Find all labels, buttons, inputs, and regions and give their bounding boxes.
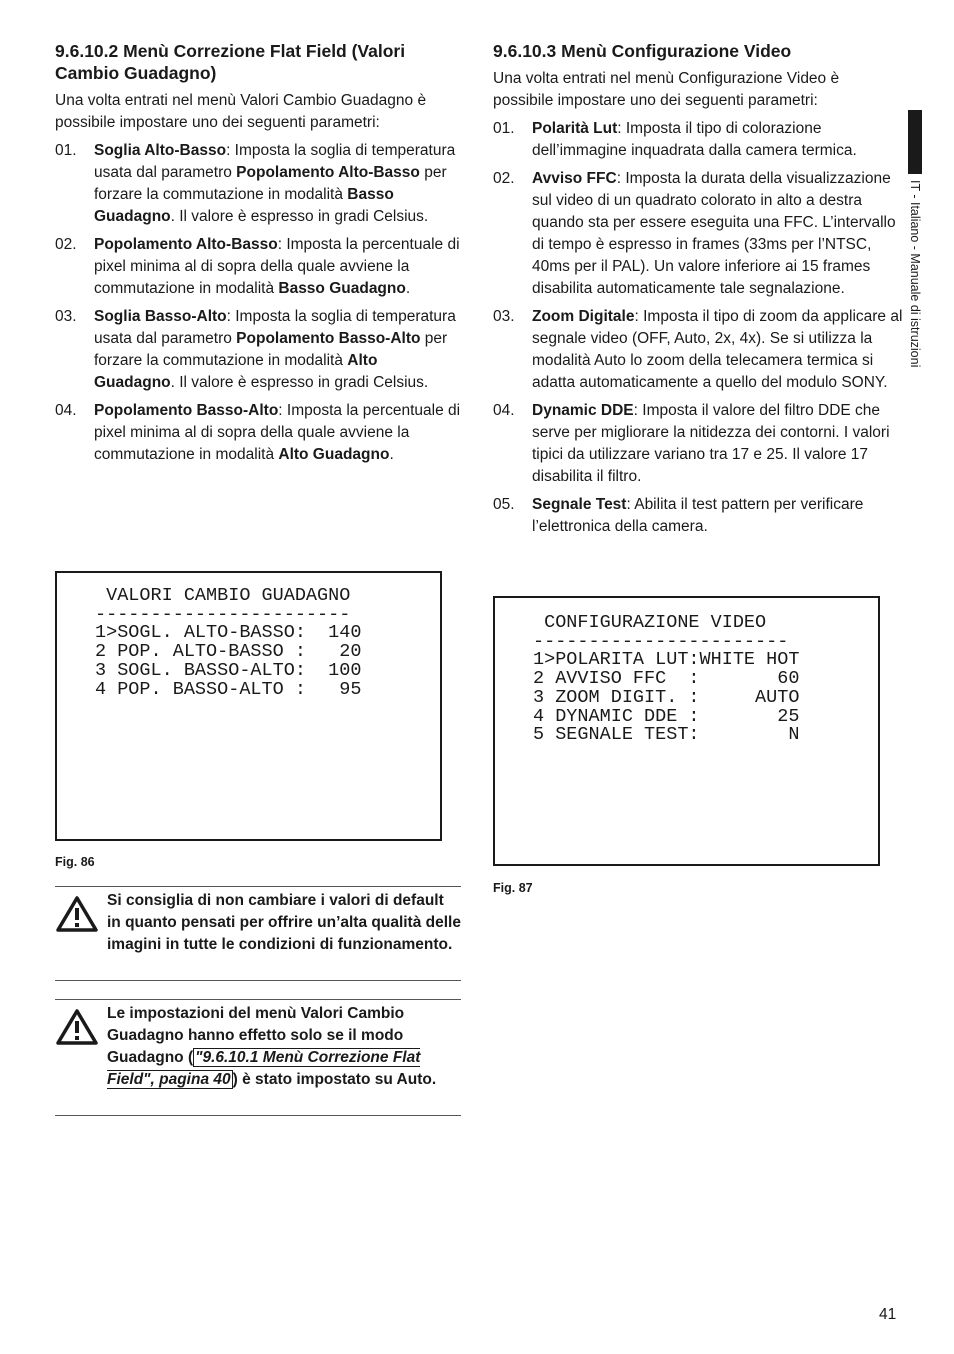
list-item (493, 494, 903, 538)
list-item-text (94, 306, 461, 394)
parameter-name: Popolamento Alto-Basso (236, 164, 420, 181)
parameter-description: : Imposta la percentuale di pixel minima al di sopra della quale avviene la commutazione in modalità (94, 236, 460, 297)
osd-screen-gain-values (55, 571, 442, 841)
parameter-description: per forzare la commutazione in modalità (94, 164, 447, 203)
list-item-text (532, 400, 903, 488)
parameter-description: per forzare la commutazione in modalità (94, 330, 448, 369)
parameter-name: Soglia Alto-Basso (94, 142, 227, 159)
parameter-name: Basso Guadagno (94, 186, 394, 225)
list-item (493, 306, 903, 394)
list-item-text (532, 306, 903, 394)
parameter-name: Alto Guadagno (94, 352, 378, 391)
parameter-description: : Imposta la durata della visualizzazione sul video di un quadrato colorato in alto a destra quando sta per essere eseguita una FFC. L’intervallo di tempo è espresso in frames (33ms per l’NTSC, 40ms per il PAL). Un valore inferiore ai 15 frames disabilita automaticamente tale segnalazione. (532, 170, 896, 297)
sidebar-label-text: IT - Italiano - Manuale di istruzioni (908, 180, 922, 368)
parameter-description: : Imposta la soglia di temperatura usata dal parametro (94, 308, 456, 347)
osd-screen-video-config (493, 596, 880, 866)
list-item-number: 02. (493, 170, 515, 187)
parameter-description: : Imposta il valore del filtro DDE che serve per migliorare la nitidezza dei contorni. I valori tipici da utilizzare variano tra 17 e 25. Il valore 17 disabilita il filtro. (532, 402, 890, 485)
parameter-description: . (405, 280, 411, 297)
osd-menu-text: CONFIGURAZIONE VIDEO ----------------------- 1>POLARITA LUT:WHITE HOT 2 AVVISO FFC : 60 3 ZOOM DIGIT. : AUTO 4 DYNAMIC DDE : 25 5 SEGNALE TEST: N (533, 612, 800, 746)
warning-text-part: ) è stato impostato su Auto. (232, 1071, 437, 1088)
parameter-list (493, 118, 903, 538)
warning-text: Si consiglia di non cambiare i valori di default in quanto pensati per offrire un’alta qualità delle imagini in tutte le condizioni di funzionamento. (107, 892, 461, 953)
list-item (493, 400, 903, 488)
sidebar-label (908, 180, 922, 410)
parameter-name: Basso Guadagno (278, 280, 406, 297)
section-heading-video-config: 9.6.10.3 Menù Configurazione Video (493, 41, 792, 61)
warning-text (107, 1000, 461, 1115)
list-item-number: 03. (493, 308, 515, 325)
list-item-text (94, 400, 461, 466)
parameter-name: Segnale Test (532, 496, 627, 513)
warning-text-part: Le impostazioni del menù Valori Cambio Guadagno hanno effetto solo se il modo Guadagno ( (107, 1005, 405, 1066)
list-item-number: 04. (55, 402, 77, 419)
list-item-text (532, 168, 903, 300)
list-item-text (532, 118, 903, 162)
list-item-number: 03. (55, 308, 77, 325)
parameter-name: Avviso FFC (532, 170, 617, 187)
figure-caption: Fig. 86 (55, 855, 95, 869)
osd-menu-text: VALORI CAMBIO GUADAGNO ----------------------- 1>SOGL. ALTO-BASSO: 140 2 POP. ALTO-BASSO : 20 3 SOGL. BASSO-ALTO: 100 4 POP. BASSO-ALTO : 95 (95, 585, 362, 700)
list-item-number: 01. (55, 142, 77, 159)
list-item (55, 234, 461, 300)
list-item (55, 400, 461, 466)
list-item-number: 05. (493, 496, 515, 513)
intro-paragraph: Una volta entrati nel menù Configurazione Video è possibile impostare uno dei seguenti parametri: (493, 70, 840, 109)
parameter-name: Alto Guadagno (278, 446, 390, 463)
list-item-text (94, 234, 461, 300)
parameter-name: Popolamento Basso-Alto (94, 402, 279, 419)
cross-reference-link[interactable]: "9.6.10.1 Menù Correzione Flat Field", pagina 40 (107, 1049, 421, 1088)
warning-box (55, 886, 461, 981)
parameter-description: . Il valore è espresso in gradi Celsius. (170, 374, 429, 391)
parameter-description: : Imposta il tipo di zoom da applicare al segnale video (OFF, Auto, 2x, 4x). Se si utilizza la modalità Auto lo zoom della telecamera termica si adatta automaticamente a quello del modulo SONY. (532, 308, 903, 391)
parameter-name: Soglia Basso-Alto (94, 308, 227, 325)
page-number: 41 (879, 1306, 897, 1323)
list-item-text (94, 140, 461, 228)
section-heading-flat-field: 9.6.10.2 Menù Correzione Flat Field (Valori Cambio Guadagno) (55, 41, 406, 83)
right-column (493, 40, 903, 544)
parameter-name: Polarità Lut (532, 120, 618, 137)
list-item-number: 01. (493, 120, 515, 137)
parameter-description: . (389, 446, 394, 463)
intro-paragraph: Una volta entrati nel menù Valori Cambio Guadagno è possibile impostare uno dei seguenti parametri: (55, 92, 427, 131)
figure-caption: Fig. 87 (493, 881, 533, 895)
parameter-description: : Imposta la percentuale di pixel minima al di sopra della quale avviene la commutazione in modalità (94, 402, 461, 463)
language-tab-marker (908, 110, 922, 174)
warning-triangle-icon (55, 1000, 107, 1115)
parameter-name: Zoom Digitale (532, 308, 635, 325)
list-item-text (532, 494, 903, 538)
warning-triangle-icon (55, 887, 107, 980)
parameter-description: : Imposta la soglia di temperatura usata dal parametro (94, 142, 456, 181)
list-item-number: 02. (55, 236, 77, 253)
parameter-description: : Abilita il test pattern per verificare l’elettronica della camera. (532, 496, 864, 535)
parameter-name: Popolamento Basso-Alto (236, 330, 421, 347)
list-item (55, 306, 461, 394)
list-item (493, 168, 903, 300)
list-item (55, 140, 461, 228)
parameter-list (55, 140, 461, 466)
left-column (55, 40, 461, 472)
parameter-description: . Il valore è espresso in gradi Celsius. (170, 208, 429, 225)
parameter-name: Popolamento Alto-Basso (94, 236, 278, 253)
parameter-description: : Imposta il tipo di colorazione dell’immagine inquadrata dalla camera termica. (532, 120, 857, 159)
list-item (493, 118, 903, 162)
list-item-number: 04. (493, 402, 515, 419)
warning-box (55, 999, 461, 1116)
parameter-name: Dynamic DDE (532, 402, 634, 419)
